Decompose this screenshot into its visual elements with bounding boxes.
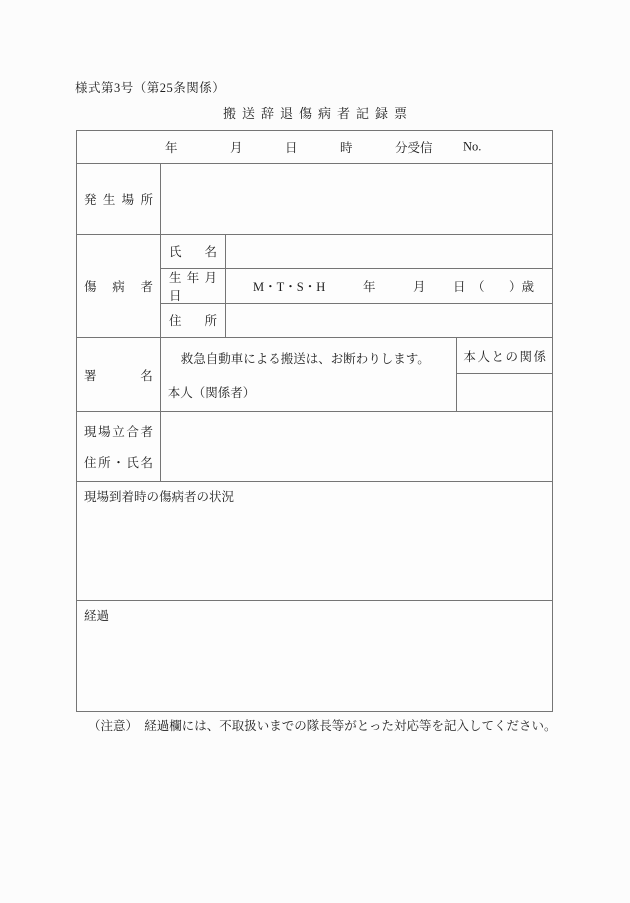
occurrence-place-value-cell — [161, 164, 552, 234]
age-close-paren-label: ）歳 — [509, 279, 535, 294]
hour-label: 時 — [340, 141, 353, 155]
relation-column — [457, 338, 552, 411]
birth-day-label: 日 — [453, 279, 466, 294]
day-label: 日 — [285, 141, 298, 155]
year-label: 年 — [165, 141, 178, 155]
footnote: （注意） 経過欄には、不取扱いまでの隊長等がとった対応等を記入してください。 — [88, 719, 557, 733]
occurrence-place-label: 発生場所 — [84, 193, 153, 207]
era-initials: M・T・S・H — [253, 279, 326, 294]
birthdate-value-cell — [226, 269, 552, 303]
signature-content-cell — [161, 338, 458, 411]
address-value-cell — [226, 304, 552, 338]
birthdate-label: 生年月日 — [169, 270, 217, 303]
form-number: 様式第3号（第25条関係） — [75, 81, 226, 95]
age-open-paren: （ — [472, 279, 485, 294]
witness-section — [77, 412, 552, 482]
name-label-cell — [161, 235, 226, 268]
patient-label-cell — [77, 235, 161, 337]
patient-section — [77, 235, 552, 338]
relation-label-cell — [457, 338, 552, 374]
birthdate-label-cell — [161, 269, 226, 303]
patient-address-row — [161, 304, 552, 338]
number-label: No. — [463, 139, 482, 154]
relation-value-cell — [457, 374, 552, 411]
month-label: 月 — [230, 141, 243, 155]
signer-line: 本人（関係者） — [167, 386, 256, 400]
record-table — [76, 130, 553, 712]
birth-month-label: 月 — [413, 279, 426, 294]
received-datetime-row — [77, 131, 552, 164]
page-title: 搬送辞退傷病者記録票 — [222, 106, 413, 121]
patient-name-row — [161, 235, 552, 269]
birth-year-label: 年 — [363, 279, 376, 294]
condition-section — [77, 482, 552, 601]
witness-label-line1: 現場立合者 — [84, 425, 153, 439]
progress-label: 経過 — [84, 609, 110, 623]
address-label-cell — [161, 304, 226, 338]
name-label: 氏名 — [169, 245, 217, 260]
signature-label-cell — [77, 338, 161, 411]
occurrence-place-label-cell — [77, 164, 161, 234]
patient-birthdate-row — [161, 269, 552, 304]
name-value-cell — [226, 235, 552, 268]
relation-label: 本人との関係 — [463, 349, 547, 364]
minute-received-label: 分受信 — [395, 141, 433, 155]
signature-section — [77, 338, 552, 412]
patient-fields — [161, 235, 552, 337]
progress-section — [77, 601, 552, 713]
refusal-statement: 救急自動車による搬送は、お断わりします。 — [180, 352, 430, 366]
signature-label: 署名 — [84, 368, 153, 383]
witness-value-cell — [161, 412, 552, 481]
patient-label: 傷病者 — [84, 280, 153, 294]
address-label: 住所 — [169, 314, 217, 329]
occurrence-place-row — [77, 164, 552, 235]
witness-label-line2: 住所・氏名 — [84, 456, 153, 470]
witness-label-cell — [77, 412, 161, 481]
condition-label: 現場到着時の傷病者の状況 — [84, 490, 235, 504]
